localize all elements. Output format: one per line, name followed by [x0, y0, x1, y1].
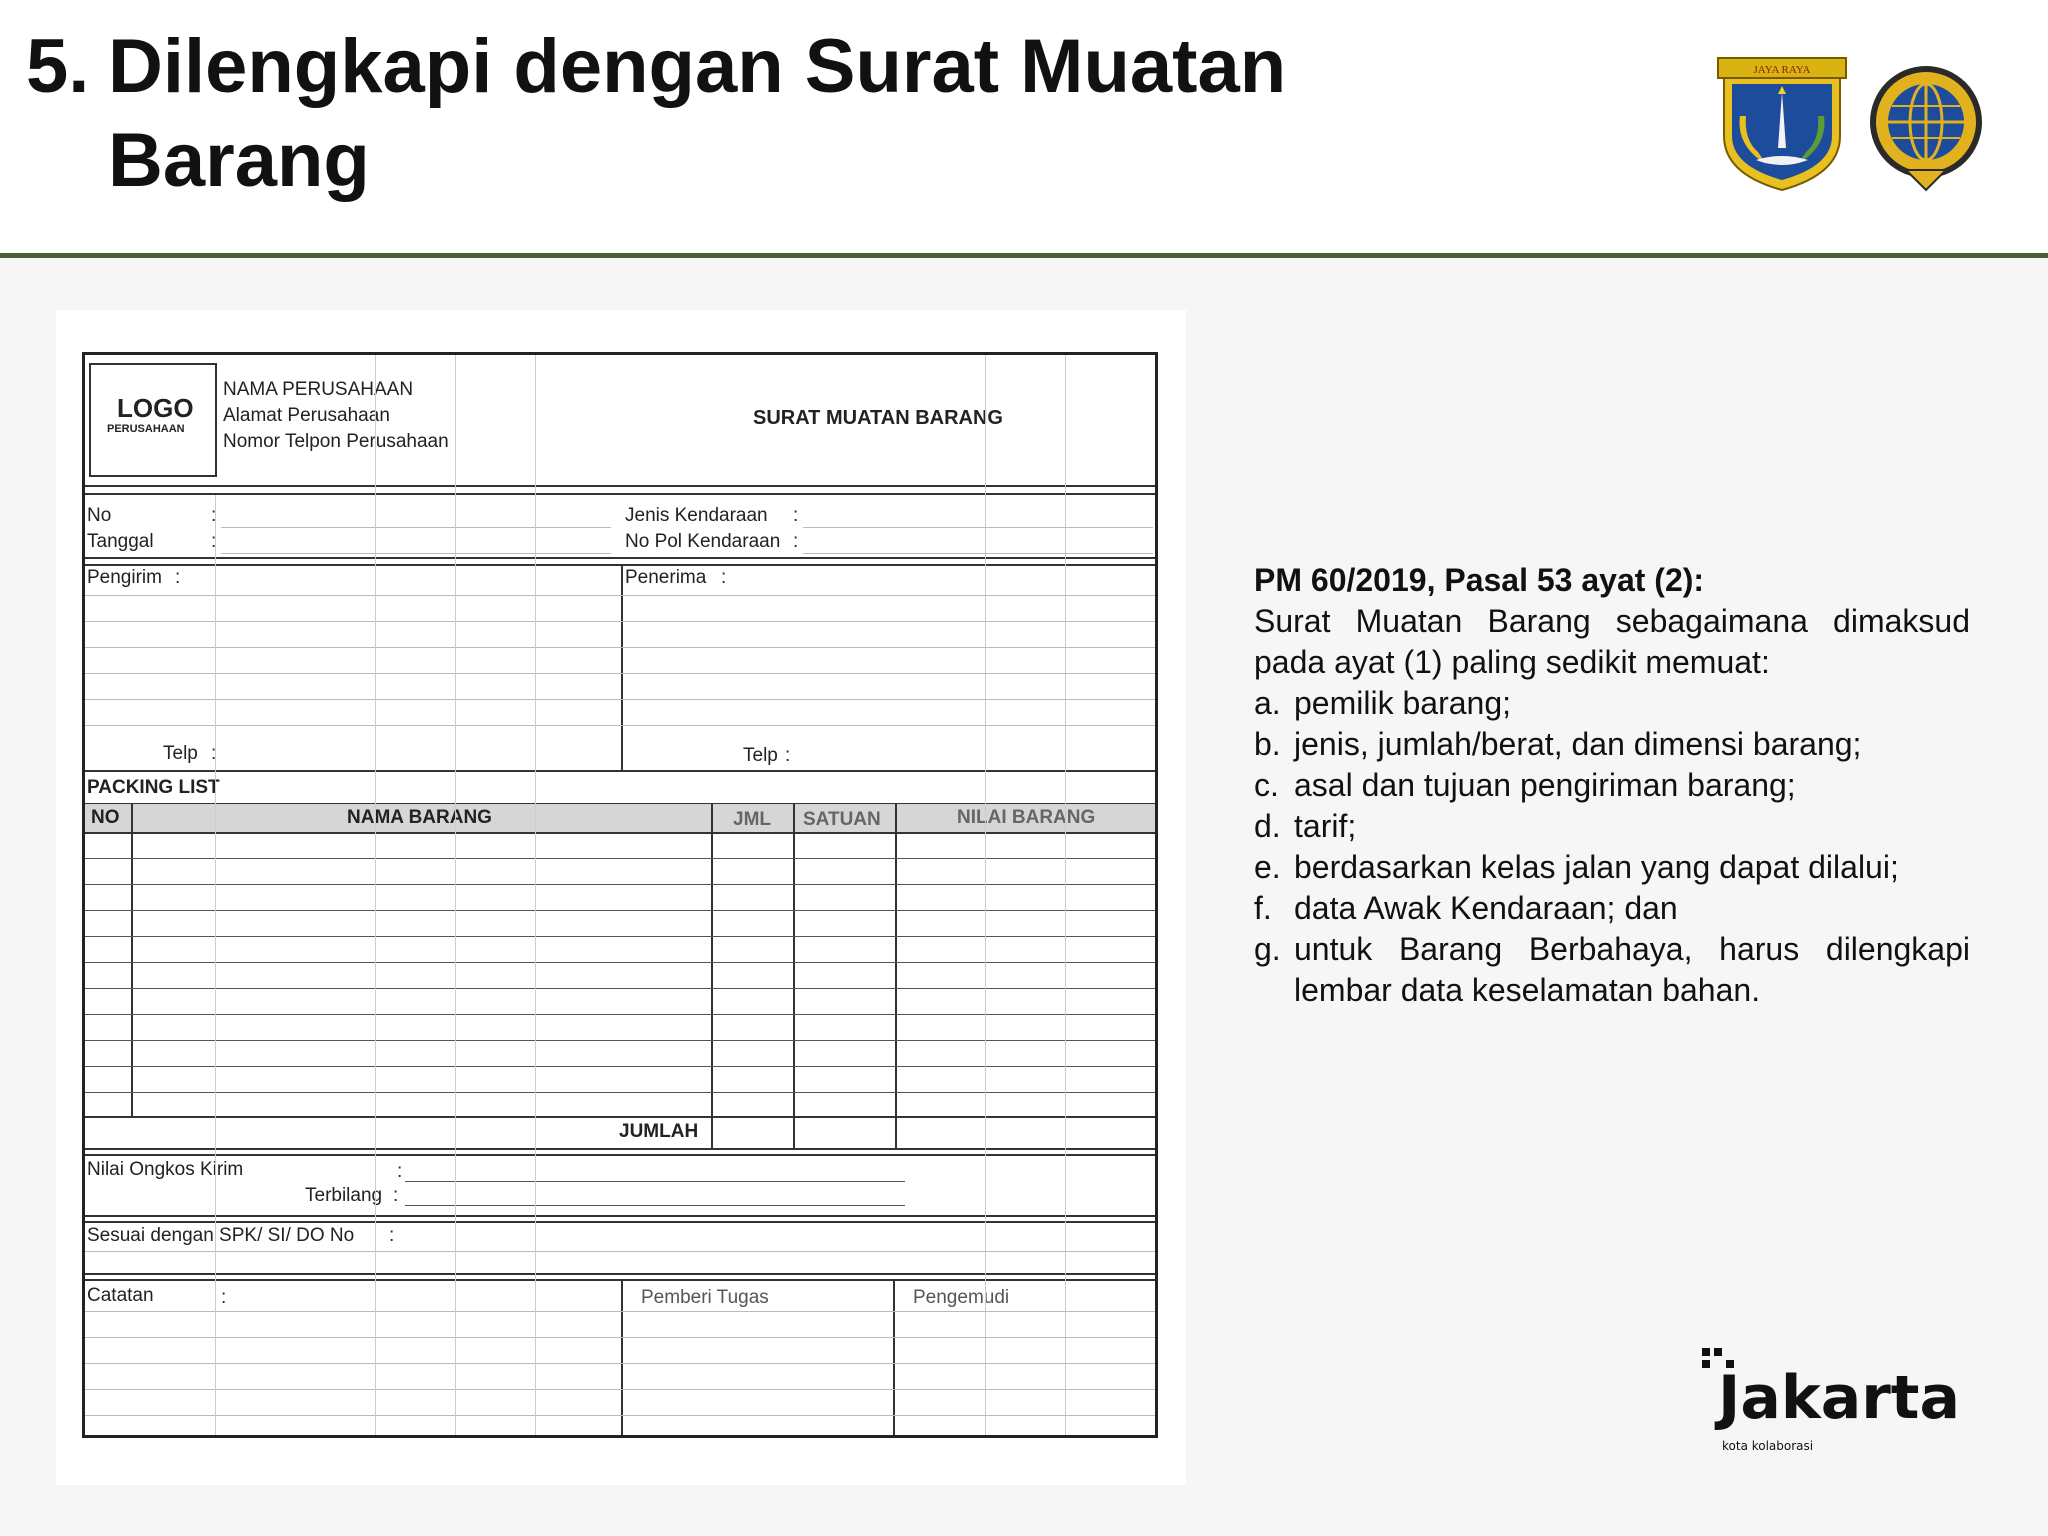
grid-line — [85, 673, 1155, 674]
list-item — [1254, 765, 1970, 806]
grid-column — [455, 355, 456, 1435]
grid-line — [85, 1311, 1155, 1312]
col-divider — [711, 804, 713, 1148]
list-item — [1254, 683, 1970, 724]
table-row-line — [85, 884, 1155, 885]
grid-line — [85, 595, 1155, 596]
col-divider — [131, 804, 133, 1116]
col-no: NO — [91, 807, 120, 828]
list-item — [1254, 888, 1970, 929]
pengirim-label: Pengirim — [87, 567, 162, 588]
catatan-colon: : — [221, 1287, 227, 1308]
grid-line — [85, 1363, 1155, 1364]
nilai-ongkos-label: Nilai Ongkos Kirim — [87, 1159, 244, 1180]
jakarta-word: Jakarta — [1718, 1363, 1960, 1433]
grid-line — [85, 1415, 1155, 1416]
penerima-telp-colon: : — [785, 745, 791, 766]
company-name: NAMA PERUSAHAAN — [223, 379, 414, 400]
pengirim-telp-label: Telp — [163, 743, 198, 764]
packing-list-label: PACKING LIST — [87, 777, 220, 798]
jakarta-tagline: kota kolaborasi — [1722, 1439, 1814, 1453]
form-logo-label: LOGO — [117, 393, 194, 423]
divider — [85, 1116, 1155, 1118]
list-text: berdasarkan kelas jalan yang dapat dilalui; — [1294, 849, 1899, 885]
pengirim-telp-colon: : — [211, 743, 217, 764]
list-text: asal dan tujuan pengiriman barang; — [1294, 767, 1796, 803]
regulation-title: PM 60/2019, Pasal 53 ayat (2): — [1254, 562, 1705, 598]
table-row-line — [85, 1066, 1155, 1067]
catatan-label: Catatan — [87, 1285, 154, 1306]
grid-line — [85, 1337, 1155, 1338]
list-marker: a. — [1254, 685, 1281, 721]
list-text: data Awak Kendaraan; dan — [1294, 890, 1678, 926]
divider — [85, 1279, 1155, 1281]
pengirim-colon: : — [175, 567, 181, 588]
penerima-label: Penerima — [625, 567, 707, 588]
pemberi-tugas-label: Pemberi Tugas — [641, 1287, 769, 1308]
jenis-kendaraan-label: Jenis Kendaraan — [625, 505, 768, 526]
grid-line — [85, 699, 1155, 700]
table-row-line — [85, 910, 1155, 911]
penerima-colon: : — [721, 567, 727, 588]
divider — [85, 564, 1155, 566]
divider — [85, 832, 1155, 834]
col-divider — [895, 804, 897, 1148]
jenis-colon: : — [793, 505, 799, 526]
divider — [85, 770, 1155, 772]
penerima-telp-label: Telp — [743, 745, 778, 766]
divider — [85, 1215, 1155, 1217]
jumlah-label: JUMLAH — [619, 1121, 699, 1142]
grid-line — [85, 725, 1155, 726]
divider — [85, 1148, 1155, 1150]
grid-column — [375, 355, 376, 1435]
list-text: pemilik barang; — [1294, 685, 1511, 721]
surat-muatan-barang-form — [82, 352, 1158, 1438]
grid-line — [85, 1389, 1155, 1390]
header-divider — [0, 253, 2048, 258]
tanggal-label: Tanggal — [87, 531, 154, 552]
col-satuan: SATUAN — [803, 809, 881, 830]
list-marker: e. — [1254, 849, 1281, 885]
slide-title: Dilengkapi dengan Surat Muatan Barang — [108, 24, 1287, 203]
slide-number: 5. — [26, 24, 90, 109]
list-text: tarif; — [1294, 808, 1357, 844]
table-row-line — [85, 858, 1155, 859]
form-logo-sub: PERUSAHAAN — [107, 423, 185, 435]
no-label: No — [87, 505, 112, 526]
no-pol-label: No Pol Kendaraan — [625, 531, 781, 552]
regulation-info — [1254, 560, 1970, 1011]
list-item — [1254, 847, 1970, 888]
divider — [621, 1279, 623, 1435]
grid-column — [985, 355, 986, 1435]
table-row-line — [85, 1040, 1155, 1041]
list-item — [1254, 724, 1970, 765]
fill-line — [405, 1181, 905, 1182]
table-row-line — [85, 988, 1155, 989]
form-title: SURAT MUATAN BARANG — [753, 407, 1003, 429]
no-colon: : — [211, 505, 217, 526]
list-marker: d. — [1254, 808, 1281, 844]
terbilang-label: Terbilang — [305, 1185, 383, 1206]
terbilang-colon: : — [393, 1185, 399, 1206]
sesuai-spk-colon: : — [389, 1225, 395, 1246]
list-marker: g. — [1254, 931, 1281, 967]
grid-line — [85, 621, 1155, 622]
list-item — [1254, 806, 1970, 847]
company-address: Alamat Perusahaan — [223, 405, 390, 426]
form-logo-box — [89, 363, 217, 477]
list-text: untuk Barang Berbahaya, harus dilengkapi lembar data keselamatan bahan. — [1294, 931, 1970, 1008]
pengemudi-label: Pengemudi — [913, 1287, 1010, 1308]
table-row-line — [85, 1014, 1155, 1015]
nilai-ongkos-colon: : — [397, 1161, 403, 1182]
grid-line — [85, 1251, 1155, 1252]
grid-column — [535, 355, 536, 1435]
dki-motto: JAYA RAYA — [1753, 64, 1811, 76]
company-phone: Nomor Telpon Perusahaan — [223, 431, 449, 452]
list-item — [1254, 929, 1970, 1011]
grid-line — [85, 647, 1155, 648]
fill-line — [221, 527, 611, 528]
kemenhub-emblem-icon — [1862, 62, 1990, 194]
divider — [85, 1221, 1155, 1223]
divider — [85, 1154, 1155, 1156]
table-row-line — [85, 962, 1155, 963]
col-nama-barang: NAMA BARANG — [347, 807, 492, 828]
table-row-line — [85, 1092, 1155, 1093]
divider — [85, 493, 1155, 495]
regulation-intro: Surat Muatan Barang sebagaimana dimaksud pada ayat (1) paling sedikit memuat: — [1254, 603, 1970, 680]
sesuai-spk-label: Sesuai dengan SPK/ SI/ DO No — [87, 1225, 355, 1246]
divider — [85, 485, 1155, 487]
divider — [85, 1273, 1155, 1275]
fill-line — [803, 553, 1153, 554]
grid-column — [215, 495, 216, 1435]
fill-line — [405, 1205, 905, 1206]
regulation-list — [1254, 683, 1970, 1011]
col-jml: JML — [733, 809, 771, 830]
col-nilai-barang: NILAI BARANG — [957, 807, 1096, 828]
list-text: jenis, jumlah/berat, dan dimensi barang; — [1294, 726, 1862, 762]
col-divider — [793, 804, 795, 1148]
table-row-line — [85, 936, 1155, 937]
tanggal-colon: : — [211, 531, 217, 552]
jakarta-logo-icon — [1692, 1340, 1972, 1460]
no-pol-colon: : — [793, 531, 799, 552]
divider — [85, 557, 1155, 559]
list-marker: f. — [1254, 890, 1272, 926]
dki-jakarta-crest-icon — [1716, 56, 1848, 192]
list-marker: c. — [1254, 767, 1279, 803]
fill-line — [221, 553, 611, 554]
fill-line — [803, 527, 1153, 528]
grid-column — [1065, 355, 1066, 1435]
divider — [893, 1279, 895, 1435]
list-marker: b. — [1254, 726, 1281, 762]
